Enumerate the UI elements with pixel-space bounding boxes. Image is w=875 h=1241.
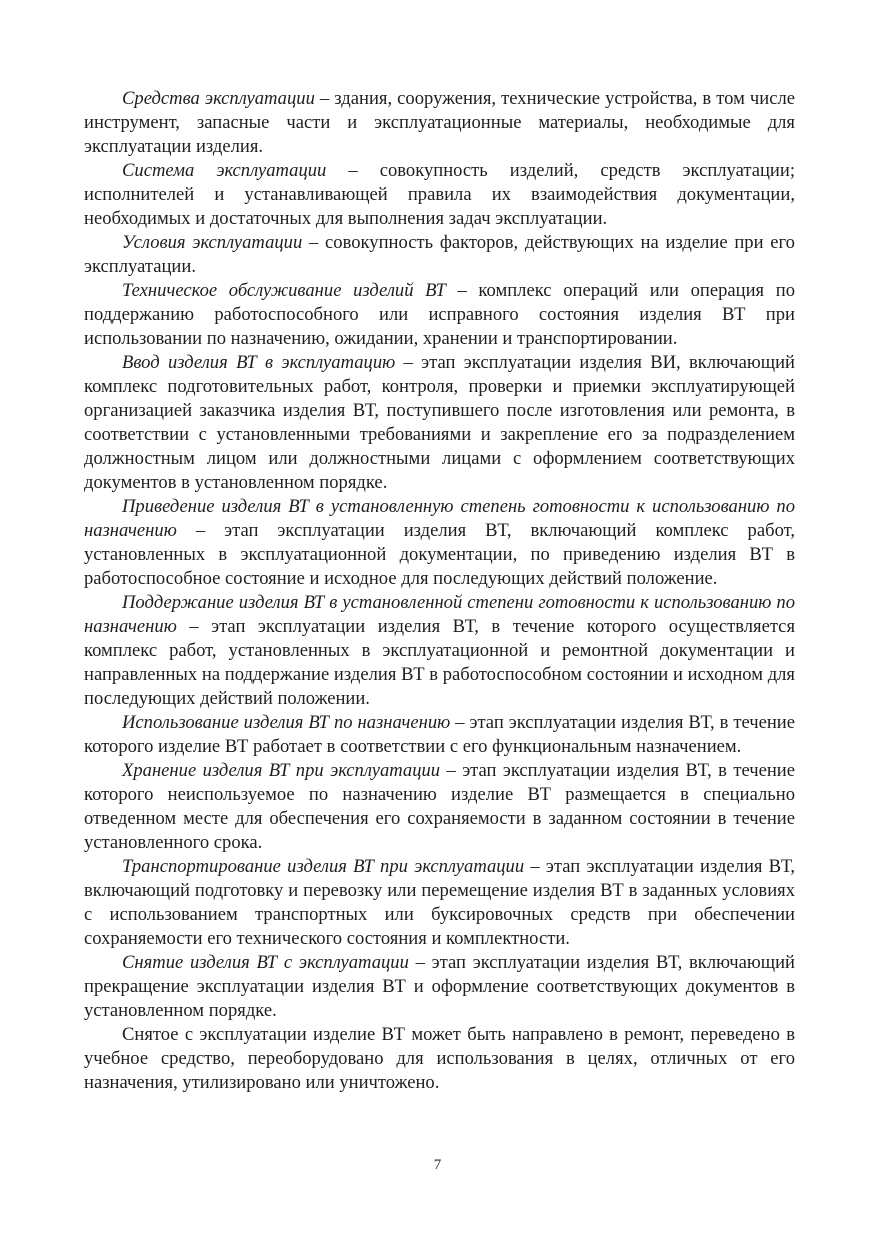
term: Приведение изделия ВТ в установленную степень готовности к использованию по назначению	[84, 496, 795, 541]
paragraph-after-decommissioning	[84, 1023, 795, 1095]
term: Условия эксплуатации	[122, 232, 303, 253]
paragraph-operating-conditions	[84, 231, 795, 279]
page-number: 7	[433, 1157, 442, 1173]
body-text	[84, 87, 795, 1095]
term: Поддержание изделия ВТ в установленной степени готовности к использованию по назначению	[84, 592, 795, 637]
definition: – этап эксплуатации изделия ВТ, в течение которого неиспользуемое по назначению изделие ВТ размещается в специально отведенном месте для обеспечения его сохраняемости в заданном состоянии в течение установленного срока.	[84, 760, 795, 853]
paragraph-decommissioning	[84, 951, 795, 1023]
definition: – этап эксплуатации изделия ВИ, включающий комплекс подготовительных работ, контроля, проверки и приемки эксплуатирующей организацией заказчика изделия ВТ, поступившего после изготовления или ремонта, в соответствии с установленными требованиями и закрепление его за подразделением должностным лицом или должностными лицами с оформлением соответствующих документов в установленном порядке.	[84, 352, 795, 493]
definition: – здания, сооружения, технические устройства, в том числе инструмент, запасные части и эксплуатационные материалы, необходимые для эксплуатации изделия.	[84, 88, 795, 157]
paragraph-transportation	[84, 855, 795, 951]
paragraph-intended-use	[84, 711, 795, 759]
paragraph-readiness-maintenance	[84, 591, 795, 711]
definition: – этап эксплуатации изделия ВТ, включающий прекращение эксплуатации изделия ВТ и оформление соответствующих документов в установленном порядке.	[84, 952, 795, 1021]
term: Система эксплуатации	[122, 160, 327, 181]
definition: Снятое с эксплуатации изделие ВТ может быть направлено в ремонт, переведено в учебное средство, переоборудовано для использования в целях, отличных от его назначения, утилизировано или уничтожено.	[84, 1024, 795, 1093]
definition: – этап эксплуатации изделия ВТ, в течение которого осуществляется комплекс работ, установленных в эксплуатационной и ремонтной документации и направленных на поддержание изделия ВТ в работоспособном состоянии и исходном для последующих действий положении.	[84, 616, 795, 709]
paragraph-means-of-operation	[84, 87, 795, 159]
term: Техническое обслуживание изделий ВТ	[122, 280, 446, 301]
term: Транспортирование изделия ВТ при эксплуатации	[122, 856, 525, 877]
definition: – этап эксплуатации изделия ВТ, включающий комплекс работ, установленных в эксплуатационной документации, по приведению изделия ВТ в работоспособное состояние и исходное для последующих действий положение.	[84, 520, 795, 589]
term: Средства эксплуатации	[122, 88, 315, 109]
paragraph-operation-system	[84, 159, 795, 231]
term: Хранение изделия ВТ при эксплуатации	[122, 760, 441, 781]
paragraph-readiness	[84, 495, 795, 591]
term: Ввод изделия ВТ в эксплуатацию	[122, 352, 396, 373]
definition: – комплекс операций или операция по поддержанию работоспособного или исправного состояния изделия ВТ при использовании по назначению, ожидании, хранении и транспортировании.	[84, 280, 795, 349]
definition: – этап эксплуатации изделия ВТ, в течение которого изделие ВТ работает в соответствии с его функциональным назначением.	[84, 712, 796, 757]
term: Снятие изделия ВТ с эксплуатации	[122, 952, 409, 973]
definition: – совокупность изделий, средств эксплуатации; исполнителей и устанавливающей правила их взаимодействия документации, необходимых и достаточных для выполнения задач эксплуатации.	[84, 160, 796, 229]
paragraph-commissioning	[84, 351, 795, 495]
paragraph-storage	[84, 759, 795, 855]
paragraph-maintenance	[84, 279, 795, 351]
definition: – совокупность факторов, действующих на изделие при его эксплуатации.	[84, 232, 795, 277]
definition: – этап эксплуатации изделия ВТ, включающий подготовку и перевозку или перемещение изделия ВТ в заданных условиях с использованием транспортных или буксировочных средств при обеспечении сохраняемости его технического состояния и комплектности.	[84, 856, 795, 949]
term: Использование изделия ВТ по назначению	[122, 712, 451, 733]
